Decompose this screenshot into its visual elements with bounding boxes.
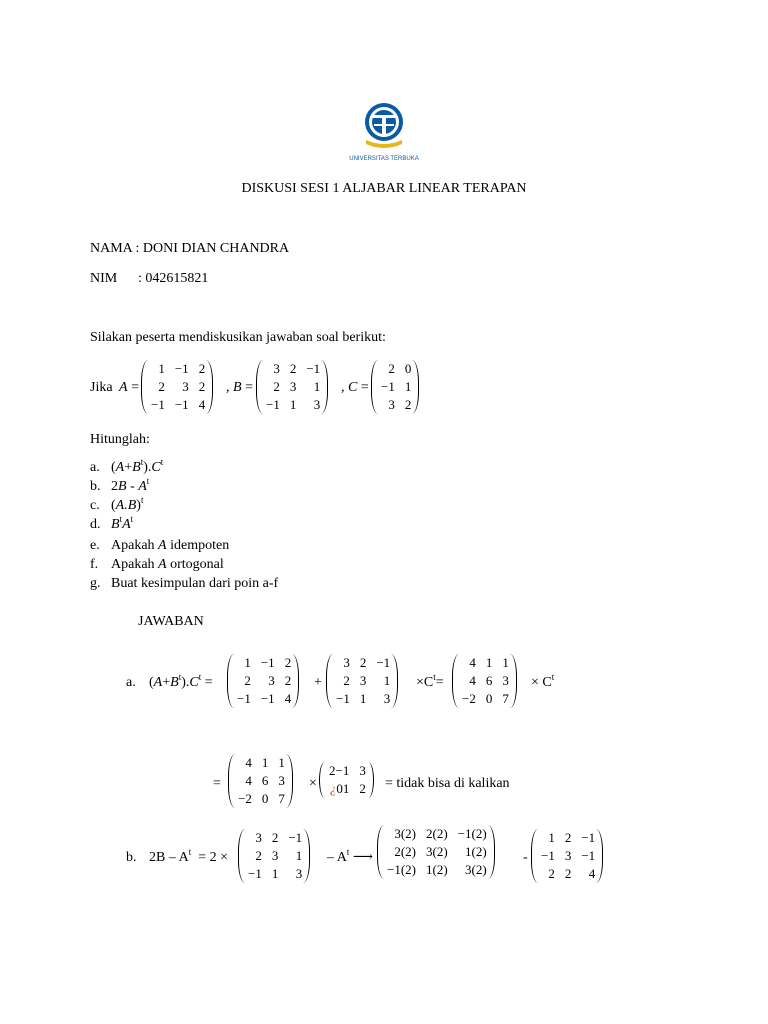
matrix-cell: −1 [260,691,275,706]
matrix-cell: −1 [288,830,303,845]
right-paren [302,829,310,883]
matrix-cell: 1 [404,379,412,394]
matrix-cell: 4 [245,773,252,788]
matrix-cell: 1(2) [465,844,487,859]
matrix-cell: 0 [404,361,412,376]
matrix-row [379,360,411,378]
matrix-cell: −1 [151,397,165,412]
matrix-cell: −1 [541,848,555,863]
matrix-row [149,396,205,414]
matrix-cell: −1 [248,866,262,881]
right-paren [509,654,517,708]
matrix-cell: 1(2) [426,862,448,877]
matrix-row [264,396,320,414]
question-d: d. $B^tA^t$ [90,514,134,532]
right-paren [285,754,293,808]
right-paren [390,654,398,708]
matrix-cell: 2 [198,361,206,376]
answer-a-matrix-b [326,654,398,708]
matrix-cell: −1 [260,655,275,670]
matrix-cell: 2 [548,866,555,881]
matrix-row [235,654,291,672]
eq-a-label: A = [119,380,139,395]
answer-b-lhs: $2B - A^t = 2$ × [149,847,228,865]
matrix-cell: 3 [313,397,321,412]
right-paren [366,762,374,798]
matrix-row [460,690,509,708]
matrix-cell: 3 [268,673,275,688]
matrix-cell: 2 [289,361,297,376]
matrix-cell: 1 [271,866,279,881]
matrix-cell: −1 [581,848,596,863]
right-paren [487,825,495,879]
matrix-cell: 2−1 [329,763,350,778]
nim-value: : 042615821 [138,271,209,286]
matrix-cell: 1 [158,361,165,376]
matrix-row [236,790,285,808]
matrix-cell: 2 [273,379,280,394]
answer-b-at-matrix [531,829,603,883]
equals-sign: = [213,776,221,791]
matrix-cell: 2 [388,361,395,376]
matrix-cell: −2 [462,691,476,706]
answer-b-2b-matrix [377,825,495,879]
matrix-row [460,672,509,690]
matrix-row [149,360,205,378]
matrix-cell: 0 [261,791,269,806]
matrix-cell: 2 [255,848,262,863]
right-paren [320,360,328,414]
matrix-cell: 2 [359,655,367,670]
matrix-a [141,360,213,414]
matrix-cell: −1 [237,691,251,706]
left-paren [319,762,327,798]
matrix-cell: 1 [244,655,251,670]
left-paren [256,360,264,414]
matrix-row [264,360,320,378]
matrix-cell: 3 [273,361,280,376]
matrix-row [149,378,205,396]
matrix-cell: 2 [244,673,251,688]
matrix-cell: 1 [289,397,297,412]
answer-a-lhs: $(A+B^t).C^t$ = [149,672,213,690]
left-paren [141,360,149,414]
matrix-cell: −1 [306,361,321,376]
matrix-row [236,772,285,790]
matrix-cell: 6 [261,773,269,788]
minus-at-arrow: – $A^t$ ⟶ [327,847,373,865]
intro-text: Silakan peserta mendiskusikan jawaban soal berikut: [90,330,386,345]
matrix-cell: 7 [278,791,285,806]
matrix-cell: 1 [359,691,367,706]
matrix-cell: 3 [255,830,262,845]
matrix-cell: 3 [388,397,395,412]
matrix-cell: 4 [588,866,596,881]
matrix-cell: ¿01 [329,781,350,796]
left-paren [238,829,246,883]
matrix-cell: 3 [289,379,297,394]
matrix-row [327,780,366,798]
matrix-row [385,843,487,861]
matrix-cell: 4 [469,655,476,670]
hitunglah-label: Hitunglah: [90,432,150,447]
matrix-cell: −2 [238,791,252,806]
matrix-cell: 2 [343,673,350,688]
jawaban-heading: JAWABAN [138,614,204,629]
matrix-cell: 6 [485,673,493,688]
answer-b-label: b. [126,850,137,865]
matrix-cell: 1 [295,848,303,863]
matrix-cell: 3 [502,673,509,688]
matrix-cell: 3(2) [426,844,448,859]
matrix-cell: 3(2) [465,862,487,877]
eq-c-label: , C = [341,380,369,395]
matrix-row [236,754,285,772]
matrix-cell: 2 [404,397,412,412]
answer-a-matrix-a [227,654,299,708]
matrix-row [539,865,595,883]
matrix-row [379,378,411,396]
university-logo [344,98,424,164]
matrix-cell: 0 [485,691,493,706]
matrix-cell: 1 [278,755,285,770]
matrix-row [539,847,595,865]
matrix-cell: 2(2) [394,844,416,859]
matrix-cell: 2 [158,379,165,394]
answer-a-label: a. [126,675,136,690]
matrix-row [385,825,487,843]
question-g: g. Buat kesimpulan dari poin a-f [90,576,279,591]
matrix-c [371,360,419,414]
matrix-cell: −1 [381,379,395,394]
matrix-cell: 3 [295,866,303,881]
left-paren [531,829,539,883]
left-paren [227,654,235,708]
matrix-cell: 3(2) [394,826,416,841]
matrix-cell: 3 [564,848,572,863]
matrix-row [460,654,509,672]
matrix-cell: 1 [313,379,321,394]
answer-a-ct-matrix [319,762,374,798]
matrix-row [235,672,291,690]
matrix-row [334,654,390,672]
matrix-cell: 4 [284,691,292,706]
jika-label: Jika [90,380,113,395]
matrix-cell: 2 [284,673,292,688]
matrix-cell: 4 [245,755,252,770]
minus-sign: - [523,850,528,865]
question-e: e. Apakah A idempoten [90,538,230,553]
matrix-cell: −1 [174,361,189,376]
answer-b-matrix-b [238,829,310,883]
matrix-row [327,762,366,780]
matrix-cell: 3 [278,773,285,788]
matrix-row [379,396,411,414]
matrix-row [246,865,302,883]
eq-b-label: , B = [226,380,253,395]
question-b: b. $2B - A^t$ [90,476,150,494]
matrix-cell: 1 [548,830,555,845]
matrix-row [264,378,320,396]
times-ct-eq: $\times C^t=$ [416,672,444,690]
matrix-row [246,829,302,847]
matrix-row [334,672,390,690]
matrix-cell: 3 [182,379,189,394]
matrix-cell: 1 [383,673,391,688]
matrix-cell: −1(2) [457,826,487,841]
matrix-cell: 3 [383,691,391,706]
matrix-row [539,829,595,847]
left-paren [452,654,460,708]
right-paren [205,360,213,414]
right-paren [595,829,603,883]
times-sign: × [309,776,317,791]
nim-label: NIM [90,271,118,286]
matrix-row [385,861,487,879]
matrix-cell: −1 [376,655,391,670]
matrix-cell: 4 [198,397,206,412]
matrix-cell: 2 [198,379,206,394]
left-paren [228,754,236,808]
matrix-cell: 2 [359,781,366,796]
matrix-cell: 3 [271,848,279,863]
left-paren [326,654,334,708]
times-ct: × $C^t$ [531,672,555,690]
matrix-cell: 1 [502,655,509,670]
matrix-cell: −1 [266,397,280,412]
plus-sign: + [314,675,322,690]
matrix-cell: 3 [343,655,350,670]
matrix-cell: −1(2) [387,862,416,877]
matrix-row [246,847,302,865]
matrix-cell: −1 [581,830,596,845]
matrix-cell: 4 [469,673,476,688]
question-f: f. Apakah A ortogonal [90,557,224,572]
student-name: NAMA : DONI DIAN CHANDRA [90,241,290,256]
matrix-cell: 3 [359,673,367,688]
matrix-cell: 2 [564,830,572,845]
answer-a-result: = tidak bisa di kalikan [385,776,510,791]
matrix-cell: 3 [359,763,366,778]
matrix-b [256,360,328,414]
answer-a-sum-matrix [452,654,517,708]
matrix-cell: 7 [502,691,509,706]
left-paren [371,360,379,414]
matrix-row [235,690,291,708]
matrix-cell: 2(2) [426,826,448,841]
right-paren [411,360,419,414]
question-c: c. $(A.B)^t$ [90,495,144,513]
matrix-cell: 1 [485,655,493,670]
answer-a-sum-matrix-2 [228,754,293,808]
matrix-cell: −1 [336,691,350,706]
right-paren [291,654,299,708]
logo-caption: UNIVERSITAS TERBUKA [349,156,419,162]
document-title: DISKUSI SESI 1 ALJABAR LINEAR TERAPAN [241,181,527,196]
matrix-cell: 1 [261,755,269,770]
matrix-cell: 2 [564,866,572,881]
matrix-cell: 2 [284,655,292,670]
left-paren [377,825,385,879]
matrix-cell: −1 [174,397,189,412]
matrix-cell: 2 [271,830,279,845]
matrix-row [334,690,390,708]
question-a: a. $(A+B^t).C^t$ [90,457,164,475]
